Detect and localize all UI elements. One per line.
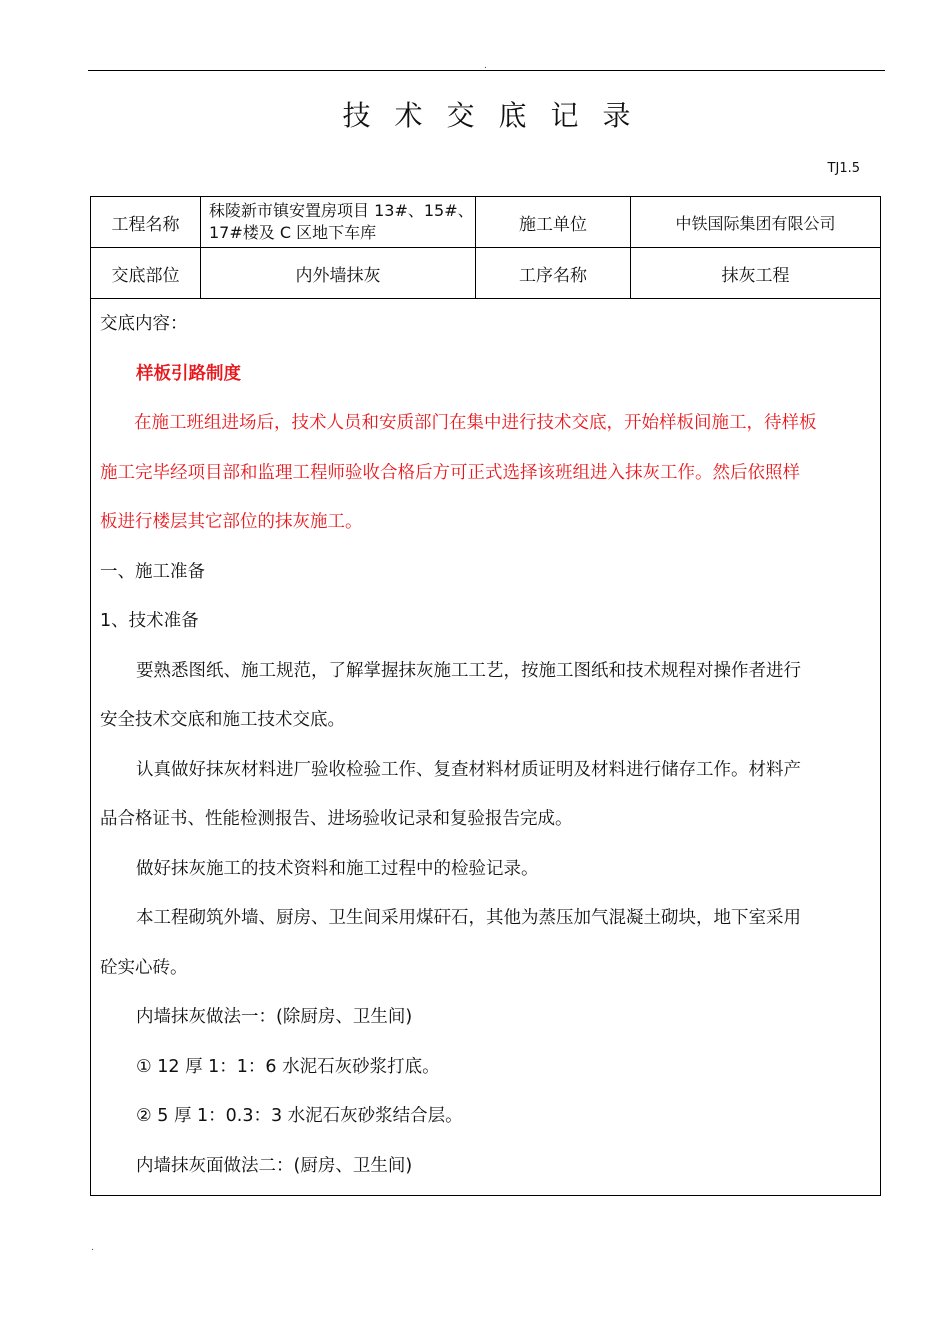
content-heading: 交底内容：: [100, 314, 188, 334]
form-code: TJ1.5: [827, 161, 860, 176]
contractor-value: 中铁国际集团有限公司: [675, 213, 836, 233]
disclosure-table: [90, 196, 881, 1196]
disclosure-content: [100, 300, 872, 1191]
method-2-heading: 内墙抹灰面做法二：(厨房、卫生间): [136, 1155, 413, 1176]
paragraph-4-line-2: 砼实心砖。: [100, 957, 188, 978]
disclosure-part-value: 内外墙抹灰: [295, 265, 381, 286]
process-name-value: 抹灰工程: [721, 265, 790, 286]
method-1-step-1: ① 12 厚 1：1：6 水泥石灰砂浆打底。: [136, 1056, 440, 1077]
bottom-mark: .: [91, 1243, 94, 1253]
paragraph-4-line-1: 本工程砌筑外墙、厨房、卫生间采用煤矸石，其他为蒸压加气混凝土砌块，地下室采用: [136, 908, 801, 928]
subsection-tech-prep: 1、技术准备: [100, 611, 199, 631]
project-name-line2: 17#楼及 C 区地下车库: [209, 223, 377, 242]
header-rule: [88, 70, 885, 71]
process-name-label: 工序名称: [519, 265, 587, 286]
section-construction-prep: 一、施工准备: [100, 561, 205, 582]
project-name-line1: 秣陵新市镇安置房项目 13#、15#、: [209, 201, 474, 220]
disclosure-part-label: 交底部位: [111, 265, 180, 286]
sample-line-1: 在施工班组进场后，技术人员和安质部门在集中进行技术交底，开始样板间施工，待样板: [134, 413, 817, 433]
sample-line-3: 板进行楼层其它部位的抹灰施工。: [100, 512, 363, 532]
project-name-label: 工程名称: [111, 214, 180, 235]
method-1-step-2: ② 5 厚 1：0.3：3 水泥石灰砂浆结合层。: [136, 1106, 463, 1126]
sample-line-2: 施工完毕经项目部和监理工程师验收合格后方可正式选择该班组进入抹灰工作。然后依照样: [100, 462, 800, 483]
paragraph-2-line-1: 认真做好抹灰材料进厂验收检验工作、复查材料材质证明及材料进行储存工作。材料产: [136, 759, 801, 780]
top-mark: .: [484, 61, 487, 71]
paragraph-1-line-1: 要熟悉图纸、施工规范，了解掌握抹灰施工工艺，按施工图纸和技术规程对操作者进行: [136, 660, 801, 681]
paragraph-1-line-2: 安全技术交底和施工技术交底。: [100, 710, 345, 730]
project-name-value: [201, 197, 475, 247]
paragraph-3: 做好抹灰施工的技术资料和施工过程中的检验记录。: [136, 858, 539, 879]
paragraph-2-line-2: 品合格证书、性能检测报告、进场验收记录和复验报告完成。: [100, 809, 573, 829]
row-divider-2: [91, 298, 880, 299]
contractor-label: 施工单位: [519, 214, 587, 235]
sample-title: 样板引路制度: [136, 363, 241, 384]
document-title: 技术交底记录: [342, 99, 655, 132]
method-1-heading: 内墙抹灰做法一：(除厨房、卫生间): [136, 1007, 413, 1027]
